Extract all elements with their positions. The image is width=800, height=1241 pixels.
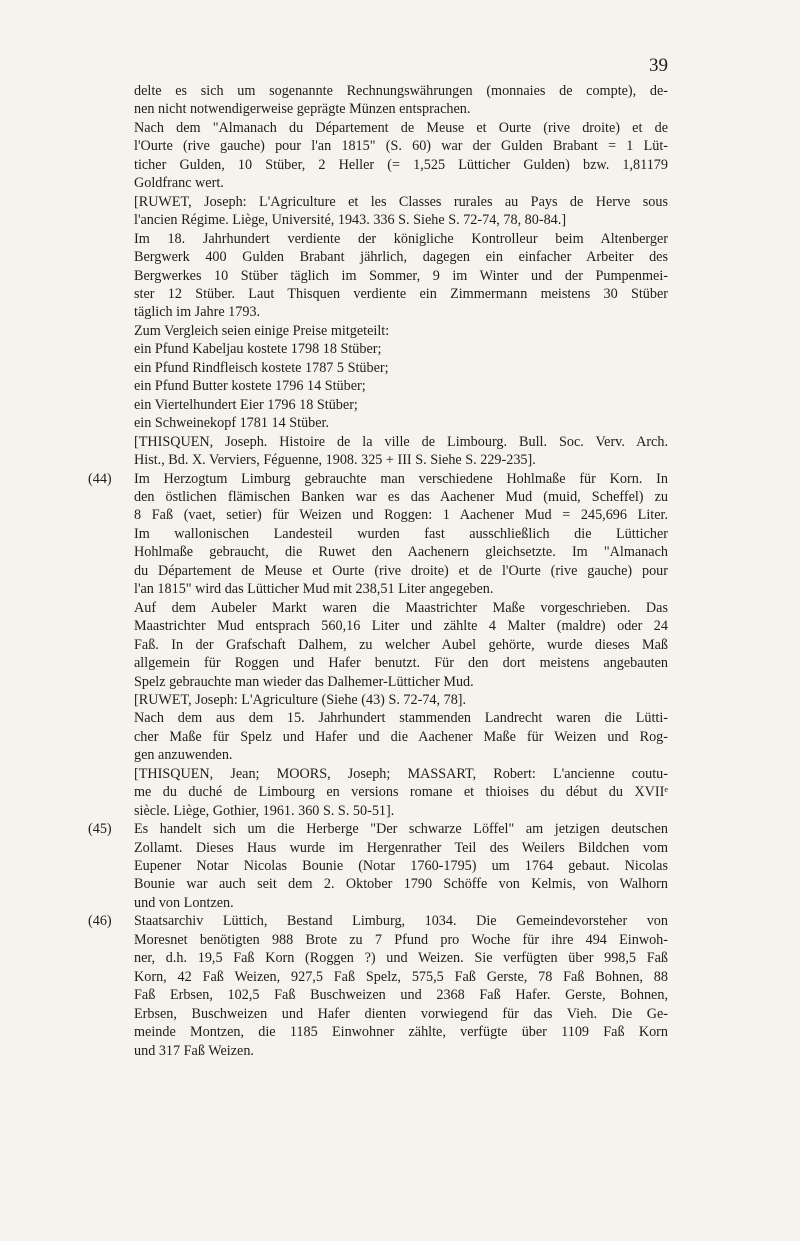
page-body <box>88 82 668 1060</box>
text-line: Faß Erbsen, 102,5 Faß Buschweizen und 2368 Faß Hafer. Gerste, Bohnen, <box>134 987 668 1004</box>
page-number: 39 <box>649 55 668 76</box>
text-line: 8 Faß (vaet, setier) für Weizen und Roggen: 1 Aachener Mud = 245,696 Liter. <box>134 507 668 524</box>
text-line: Im wallonischen Landesteil wurden fast ausschließlich die Lütticher <box>134 525 668 542</box>
text-line: Hohlmaße gebraucht, die Ruwet den Aachenern gleichsetzte. Im "Almanach <box>134 544 668 561</box>
footnote-continuation <box>88 82 668 470</box>
text-line: Maastrichter Mud entsprach 560,16 Liter und zählte 4 Malter (maldre) oder 24 <box>134 618 668 635</box>
text-line: ein Schweinekopf 1781 14 Stüber. <box>134 415 330 432</box>
footnote-number: (45) <box>88 821 112 838</box>
text-line: Im 18. Jahrhundert verdiente der königliche Kontrolleur beim Altenberger <box>134 230 668 247</box>
text-line: und 317 Faß Weizen. <box>134 1042 254 1059</box>
text-line: delte es sich um sogenannte Rechnungswährungen (monnaies de compte), de- <box>134 83 668 99</box>
text-line: Staatsarchiv Lüttich, Bestand Limburg, 1034. Die Gemeindevorsteher von <box>134 913 668 930</box>
text-line: me du duché de Limbourg en versions romane et thioises du début du XVIIᵉ <box>134 784 668 801</box>
text-line: l'an 1815" wird das Lütticher Mud mit 238,51 Liter angegeben. <box>134 581 494 598</box>
text-line: Moresnet benötigten 988 Brote zu 7 Pfund pro Woche für ihre 494 Einwoh- <box>134 931 668 948</box>
text-line: Bergwerk 400 Gulden Brabant jährlich, dagegen ein einfacher Arbeiter des <box>134 249 668 266</box>
text-line: Es handelt sich um die Herberge "Der schwarze Löffel" am jetzigen deutschen <box>134 821 668 838</box>
text-line: cher Maße für Spelz und Hafer und die Aachener Maße für Weizen und Rog- <box>134 728 668 745</box>
footnote-number: (44) <box>88 470 112 487</box>
text-line: gen anzuwenden. <box>134 747 233 764</box>
text-line: und von Lontzen. <box>134 894 234 911</box>
text-line: Spelz gebrauchte man wieder das Dalhemer-Lütticher Mud. <box>134 673 474 690</box>
text-line: meinde Montzen, die 1185 Einwohner zählte, verfügte über 1109 Faß Korn <box>134 1024 668 1041</box>
text-line: l'ancien Régime. Liège, Université, 1943. 336 S. Siehe S. 72-74, 78, 80-84.] <box>134 212 567 229</box>
text-line: siècle. Liège, Gothier, 1961. 360 S. S. 50-51]. <box>134 802 395 819</box>
text-line: nen nicht notwendigerweise geprägte Münzen entsprachen. <box>134 101 471 118</box>
text-line: du Département de Meuse et Ourte (rive droite) et de l'Ourte (rive gauche) pour <box>134 562 668 579</box>
text-line: l'Ourte (rive gauche) pour l'an 1815" (S. 60) war der Gulden Brabant = 1 Lüt- <box>134 138 668 155</box>
text-line: Nach dem "Almanach du Département de Meuse et Ourte (rive droite) et de <box>134 119 668 136</box>
text-line: täglich im Jahre 1793. <box>134 304 261 321</box>
text-line: ein Viertelhundert Eier 1796 18 Stüber; <box>134 396 358 413</box>
text-line: [RUWET, Joseph: L'Agriculture (Siehe (43) S. 72-74, 78]. <box>134 691 467 708</box>
text-line: den östlichen flämischen Banken war es das Aachener Mud (muid, Scheffel) zu <box>134 488 668 505</box>
text-line: ner, d.h. 19,5 Faß Korn (Roggen ?) und Weizen. Sie verfügten über 998,5 Faß <box>134 950 668 967</box>
text-line: Hist., Bd. X. Verviers, Féguenne, 1908. 325 + III S. Siehe S. 229-235]. <box>134 452 536 469</box>
footnote-46 <box>88 912 668 1060</box>
text-line: Nach dem aus dem 15. Jahrhundert stammenden Landrecht waren die Lütti- <box>134 710 668 727</box>
text-line: ticher Gulden, 10 Stüber, 2 Heller (= 1,525 Lütticher Gulden) bzw. 1,81179 <box>134 156 668 173</box>
text-line: ein Pfund Kabeljau kostete 1798 18 Stüber; <box>134 341 382 358</box>
text-line: [RUWET, Joseph: L'Agriculture et les Classes rurales au Pays de Herve sous <box>134 193 668 210</box>
text-line: Faß. In der Grafschaft Dalhem, zu welcher Aubel gehörte, wurde dieses Maß <box>134 636 668 653</box>
text-line: ein Pfund Butter kostete 1796 14 Stüber; <box>134 378 366 395</box>
text-line: allgemein für Roggen und Hafer benutzt. Für den dort meistens angebauten <box>134 655 668 672</box>
text-line: [THISQUEN, Jean; MOORS, Joseph; MASSART, Robert: L'ancienne coutu- <box>134 765 668 782</box>
footnote-44 <box>88 470 668 821</box>
text-line: Auf dem Aubeler Markt waren die Maastrichter Maße vorgeschrieben. Das <box>134 599 668 616</box>
text-line: Im Herzogtum Limburg gebrauchte man verschiedene Hohlmaße für Korn. In <box>134 470 668 487</box>
text-line: Eupener Notar Nicolas Bounie (Notar 1760-1795) um 1764 gebaut. Nicolas <box>134 858 668 875</box>
footnote-45 <box>88 820 668 912</box>
text-line: ster 12 Stüber. Laut Thisquen verdiente ein Zimmermann meistens 30 Stüber <box>134 285 668 302</box>
text-line: Zollamt. Dieses Haus wurde im Hergenrather Teil des Weilers Bildchen vom <box>134 839 668 856</box>
text-line: Erbsen, Buschweizen und Hafer dienten vorwiegend für das Vieh. Die Ge- <box>134 1005 668 1022</box>
text-line: Goldfranc wert. <box>134 175 224 192</box>
text-line: Zum Vergleich seien einige Preise mitgeteilt: <box>134 322 390 339</box>
text-line: Korn, 42 Faß Weizen, 927,5 Faß Spelz, 575,5 Faß Gerste, 78 Faß Bohnen, 88 <box>134 968 668 985</box>
text-line: ein Pfund Rindfleisch kostete 1787 5 Stüber; <box>134 359 389 376</box>
text-line: Bergwerkes 10 Stüber täglich im Sommer, 9 im Winter und der Pumpenmei- <box>134 267 668 284</box>
footnote-number: (46) <box>88 913 112 930</box>
text-line: Bounie war auch seit dem 2. Oktober 1790 Schöffe von Kelmis, von Walhorn <box>134 876 668 893</box>
text-line: [THISQUEN, Joseph. Histoire de la ville de Limbourg. Bull. Soc. Verv. Arch. <box>134 433 668 450</box>
